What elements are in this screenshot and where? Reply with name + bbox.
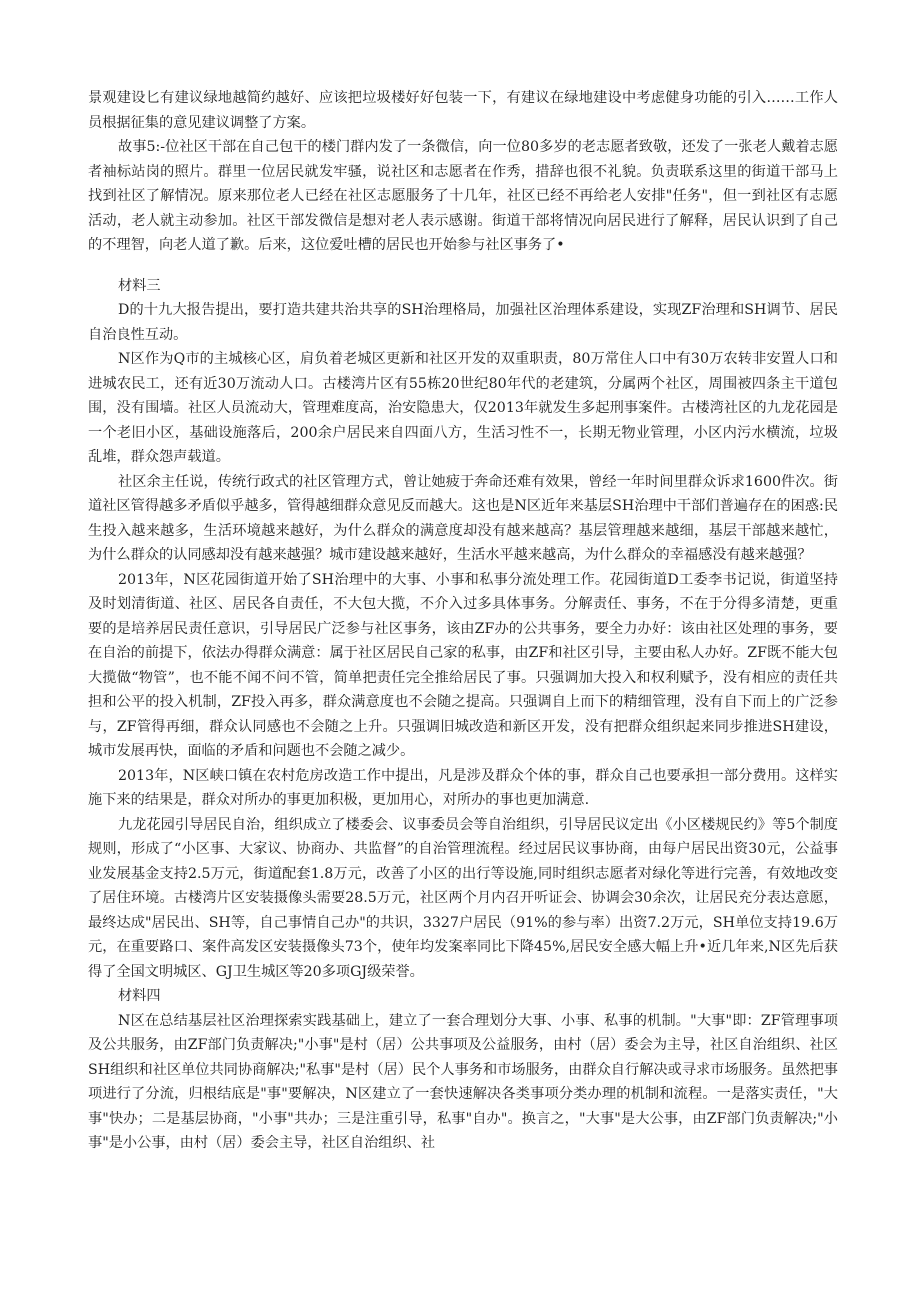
paragraph-huayuan-street: 2013年，N区花园街道开始了SH治理中的大事、小事和私事分流处理工作。花园街道D工委李书记说，街道坚持及时划清街道、社区、居民各自责任，不大包大揽，不介入过多具体事务。分解责任、事务，不在于分得多清楚，更重要的是培养居民责任意识，引导居民广泛参与社区事务，该由ZF办的公共事务，要全力办好：该由社区处理的事务，要在自治的前提下，依法办得群众满意：属于社区居民自己家的私事，由ZF和社区引导，主要由私人办好。ZF既不能大包大揽做“物管”，也不能不闻不问不管，简单把责任完全推给居民了事。只强调加大投入和权利赋予，没有相应的责任共担和公平的投入机制，ZF投入再多，群众满意度也不会随之提高。只强调自上而下的精细管理，没有自下而上的广泛参与，ZF管得再细，群众认同感也不会随之上升。只强调旧城改造和新区开发，没有把群众组织起来同步推进SH建设，城市发展再快，面临的矛盾和问题也不会随之减少。: [88, 571, 838, 759]
document-body: [88, 86, 838, 1156]
paragraph-n-district-background: N区作为Q市的主城核心区，肩负着老城区更新和社区开发的双重职责，80万常住人口中有30万农转非安置人口和进城农民工，还有近30万流动人口。古楼湾片区有55栋20世纪80年代的老建筑，分属两个社区，周围被四条主干道包围，没有围墙。社区人员流动大，管理难度高，治安隐患大，仅2013年就发生多起刑事案件。古楼湾社区的九龙花园是一个老旧小区，基础设施落后，200余户居民来自四面八方，生活习性不一，长期无物业管理，小区内污水横流，垃圾乱堆，群众怨声载道。: [88, 351, 838, 465]
paragraph-landscape-suggestions: 景观建设匕有建议绿地越简约越好、应该把垃圾楼好好包装一下，有建议在绿地建设中考虑健身功能的引入……工作人员根据征集的意见建议调整了方案。: [88, 90, 838, 131]
paragraph-story-5: 故事5:-位社区干部在自己包干的楼门群内发了一条微信，向一位80多岁的老志愿者致敬，还发了一张老人戴着志愿者袖标站岗的照片。群里一位居民就发牢骚，说社区和志愿者在作秀，措辞也很不礼貌。负责联系这里的街道干部马上找到社区了解情况。原来那位老人已经在社区志愿服务了十几年，社区已经不再给老人安排"任务"，但一到社区有志愿活动，老人就主动参加。社区干部发微信是想对老人表示感谢。街道干部将情况向居民进行了解释，居民认识到了自己的不理智，向老人道了歉。后来，这位爱吐槽的居民也开始参与社区事务了•: [88, 139, 838, 253]
section-heading-material-3: 材料三: [118, 277, 161, 294]
paragraph-xiakou-town: 2013年，N区峡口镇在农村危房改造工作中提出，凡是涉及群众个体的事，群众自己也要承担一部分费用。这样实施下来的结果是，群众对所办的事更加积极，更加用心，对所办的事也更加满意.: [88, 767, 838, 808]
paragraph-matters-mechanism: N区在总结基层社区治理探索实践基础上，建立了一套合理划分大事、小事、私事的机制。"大事"即：ZF管理事项及公共服务，由ZF部门负责解决;"小事"是村（居）公共事项及公益服务，由村（居）委会为主导，社区自治组织、社区SH组织和社区单位共同协商解决;"私事"是村（居）民个人事务和市场服务，由群众自行解决或寻求市场服务。虽然把事项进行了分流，归根结底是"事"要解决，N区建立了一套快速解决各类事项分类办理的机制和流程。一是落实责任，"大事"快办；二是基层协商，"小事"共办；三是注重引导，私事"自办"。换言之，"大事"是大公事，由ZF部门负责解决;"小事"是小公事，由村（居）委会主导，社区自治组织、社: [88, 1012, 838, 1151]
paragraph-19th-congress: D的十九大报告提出，要打造共建共治共享的SH治理格局，加强社区治理体系建设，实现ZF治理和SH调节、居民自治良性互动。: [88, 302, 838, 343]
section-heading-material-4: 材料四: [118, 988, 161, 1004]
paragraph-jiulong-garden: 九龙花园引导居民自治，组织成立了楼委会、议事委员会等自治组织，引导居民议定出《小区楼规民约》等5个制度规则，形成了“小区事、大家议、协商办、共监督”的自治管理流程。经过居民议事协商，由每户居民出资30元，公益事业发展基金支持2.5万元，街道配套1.8万元，改善了小区的出行等设施,同时组织志愿者对绿化等进行完善，有效地改变了居住环境。古楼湾片区安装摄像头需要28.5万元，社区两个月内召开听证会、协调会30余次，让居民充分表达意愿，最终达成"居民出、SH等，自己事情自己办"的共识，3327户居民（91%的参与率）出资7.2万元，SH单位支持19.6万元，在重要路口、案件高发区安装摄像头73个，使年均发案率同比下降45%,居民安全感大幅上升•近几年来,N区先后获得了全国文明城区、GJ卫生城区等20多项GJ级荣誉。: [88, 816, 838, 980]
paragraph-director-yu: 社区余主任说，传统行政式的社区管理方式，曾让她疲于奔命还难有效果，曾经一年时间里群众诉求1600件次。街道社区管得越多矛盾似乎越多，管得越细群众意见反而越大。这也是N区近年来基层SH治理中干部们普遍存在的困惑:民生投入越来越多，生活环境越来越好，为什么群众的满意度却没有越来越高？基层管理越来越细，基层干部越来越忙，为什么群众的认同感却没有越来越强？城市建设越来越好，生活水平越来越高，为什么群众的幸福感没有越来越强？: [88, 473, 838, 563]
